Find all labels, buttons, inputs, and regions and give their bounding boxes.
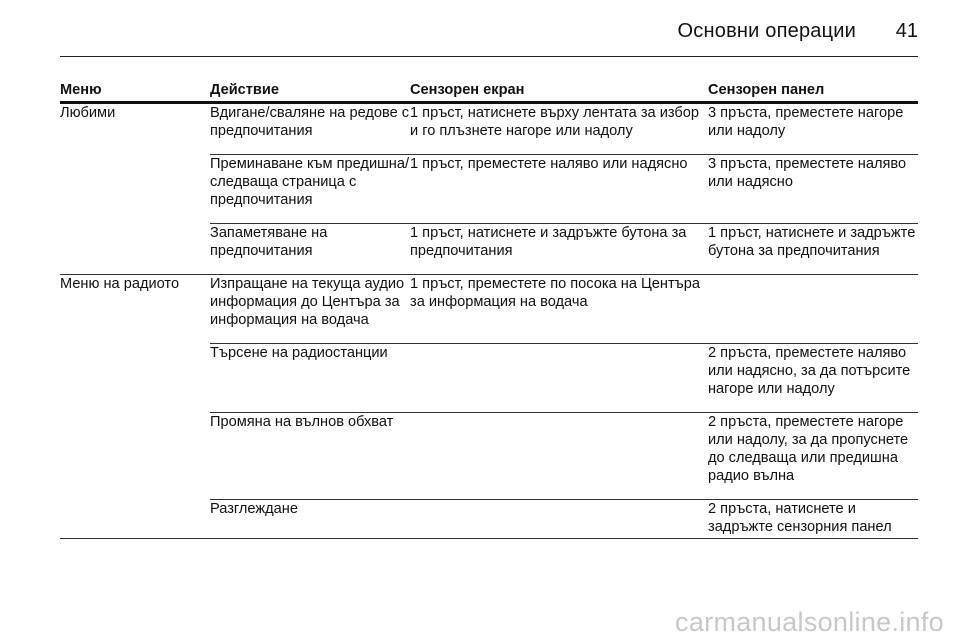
page-number: 41: [895, 20, 918, 42]
cell-touchpad: 2 пръста, преместете нагоре или надолу, за да пропуснете до следваща или предишна радио вълна: [708, 413, 918, 500]
cell-touchpad: 2 пръста, натиснете и задръжте сензорния панел: [708, 500, 918, 539]
cell-touchscreen: [410, 413, 708, 500]
cell-menu: [60, 500, 210, 539]
table-header-row: [60, 77, 918, 103]
table-row: [60, 224, 918, 275]
table-row: [60, 344, 918, 413]
column-header-menu: Меню: [60, 77, 210, 103]
table-row: [60, 275, 918, 344]
table-row: [60, 500, 918, 539]
table-row: [60, 103, 918, 155]
cell-action: Изпращане на текуща аудио информация до Центъра за информация на водача: [210, 275, 410, 344]
cell-menu: [60, 344, 210, 413]
table-row: [60, 413, 918, 500]
cell-touchpad: 3 пръста, преместете нагоре или надолу: [708, 105, 904, 139]
cell-action: Вдигане/сваляне на редове с предпочитания: [210, 105, 410, 139]
cell-action: Търсене на радиостанции: [210, 344, 410, 413]
column-header-action: Действие: [210, 77, 410, 103]
cell-touchscreen: 1 пръст, преместете наляво или надясно: [410, 155, 708, 224]
cell-touchscreen: 1 пръст, натиснете и задръжте бутона за предпочитания: [410, 224, 708, 275]
cell-menu: [60, 413, 210, 500]
cell-menu: [60, 155, 210, 224]
operations-table: [60, 77, 918, 539]
cell-touchscreen: [410, 344, 708, 413]
cell-menu: Любими: [60, 105, 116, 121]
cell-touchscreen: 1 пръст, преместете по посока на Центъра за информация на водача: [410, 275, 708, 344]
page-header: [60, 16, 918, 57]
page-title: Основни операции: [677, 20, 856, 42]
watermark: carmanualsonline.info: [675, 607, 944, 637]
cell-touchpad: [708, 275, 918, 344]
cell-touchpad: 2 пръста, преместете наляво или надясно, за да потърсите нагоре или надолу: [708, 344, 918, 413]
cell-menu: [60, 224, 210, 275]
cell-action: Преминаване към предишна/следваща страница с предпочитания: [210, 155, 410, 224]
cell-action: Запаметяване на предпочитания: [210, 224, 410, 275]
cell-touchpad: 3 пръста, преместете наляво или надясно: [708, 155, 918, 224]
cell-menu: Меню на радиото: [60, 275, 210, 344]
column-header-touchpad: Сензорен панел: [708, 77, 918, 103]
cell-touchscreen: 1 пръст, натиснете върху лентата за избор и го плъзнете нагоре или надолу: [410, 105, 699, 139]
cell-touchscreen: [410, 500, 708, 539]
cell-action: Промяна на вълнов обхват: [210, 413, 410, 500]
cell-action: Разглеждане: [210, 500, 410, 539]
column-header-touchscreen: Сензорен екран: [410, 77, 708, 103]
table-row: [60, 155, 918, 224]
cell-touchpad: 1 пръст, натиснете и задръжте бутона за предпочитания: [708, 224, 918, 275]
